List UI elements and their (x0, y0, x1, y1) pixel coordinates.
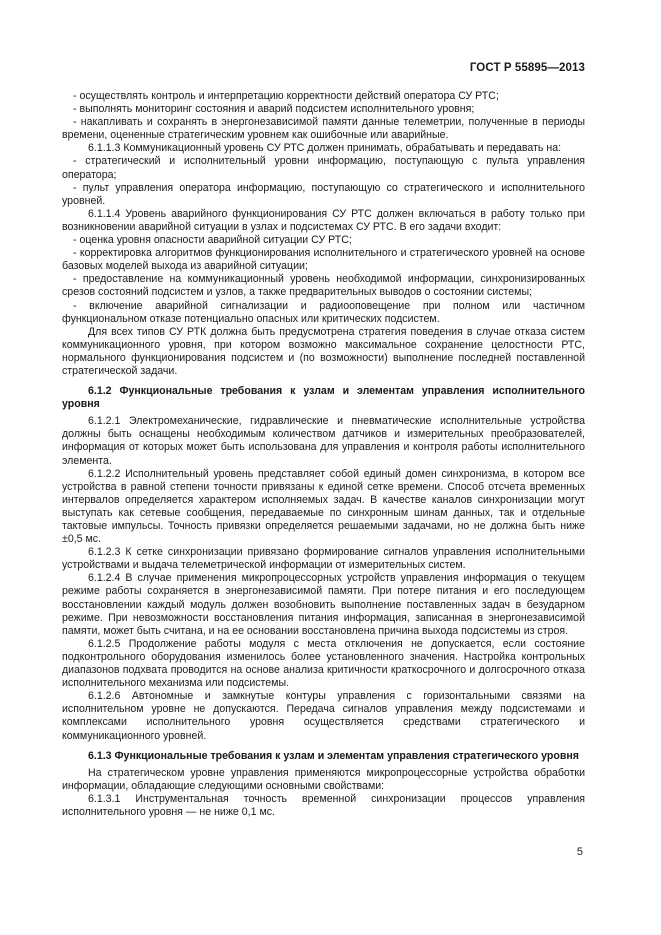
paragraph: - оценка уровня опасности аварийной ситуации СУ РТС; (73, 234, 352, 247)
paragraph: 6.1.2.2 Исполнительный уровень представляет собой единый домен синхронизма, в котором все устройства в равной степени точности привязаны к единой сетке времени. Способ отсчета временных интервалов определяется характером исполняемых задач. В качестве каналов синхронизации могут выступать как сетевые сообщения, передаваемые по синхронным шинам данных, так и отдельные тактовые импульсы. Точность привязки определяется решаемыми задачами, но не должна быть ниже ±0,5 мс. (62, 467, 585, 546)
paragraph: 6.1.2.3 К сетке синхронизации привязано формирование сигналов управления исполнительными устройствами и выдача телеметрической информации от измерительных систем. (62, 546, 585, 572)
paragraph: - накапливать и сохранять в энергонезависимой памяти данные телеметрии, полученные в периоды времени, оцененные стратегическим уровнем как ошибочные или аварийные. (62, 116, 585, 142)
section-heading: 6.1.3 Функциональные требования к узлам и элементам управления стратегического уровня (88, 749, 579, 762)
paragraph: 6.1.2.6 Автономные и замкнутые контуры управления с горизонтальными связями на исполнительном уровне не допускаются. Передача сигналов управления между подсистемами и комплексами исполнительного уровня осуществляется средствами стратегического и коммуникационного уровней. (62, 690, 585, 742)
paragraph: - осуществлять контроль и интерпретацию корректности действий оператора СУ РТС; (73, 90, 499, 102)
section-heading: 6.1.2 Функциональные требования к узлам и элементам управления исполнительного уровня (62, 385, 585, 411)
paragraph: Для всех типов СУ РТК должна быть предусмотрена стратегия поведения в случае отказа систем коммуникационного уровня, при котором возможно максимальное сохранение целостности РТС, нормального функционирования подсистем и (по возможности) выполнение последней поставленной стратегической задачи. (62, 325, 585, 377)
paragraph: - предоставление на коммуникационный уровень необходимой информации, синхронизированных срезов состояний подсистем и узлов, а также предварительных выводов о состоянии системы; (62, 273, 585, 299)
paragraph: - выполнять мониторинг состояния и аварий подсистем исполнительного уровня; (73, 103, 475, 116)
paragraph: - включение аварийной сигнализации и радиооповещение при полном или частичном функциональном отказе потенциально опасных или критических подсистем. (62, 299, 585, 325)
paragraph: - пульт управления оператора информацию, поступающую со стратегического и исполнительного уровней. (62, 181, 585, 207)
paragraph: 6.1.3.1 Инструментальная точность временной синхронизации процессов управления исполнительного уровня — не ниже 0,1 мс. (62, 792, 585, 818)
paragraph: 6.1.2.1 Электромеханические, гидравлические и пневматические исполнительные устройства должны быть оснащены необходимым количеством датчиков и измерительных преобразователей, информация от которых может быть использована для управления и контроля работы исполнительного элемента. (62, 415, 585, 467)
paragraph: - стратегический и исполнительный уровни информацию, поступающую с пульта управления оператора; (62, 155, 585, 181)
page-number: 5 (576, 846, 583, 858)
document-code: ГОСТ Р 55895—2013 (469, 62, 585, 74)
paragraph: 6.1.2.4 В случае применения микропроцессорных устройств управления информация о текущем режиме работы сохраняется в энергонезависимой памяти. При потере питания и его последующем восстановлении каждый модуль должен возобновить выполнение поставленных задач в безударном режиме. При невозможности восстановления питания информация, записанная в энергонезависимой памяти, может быть считана, и на ее основании восстановлена причина выхода подсистемы из строя. (62, 572, 585, 637)
document-body (62, 90, 585, 819)
paragraph: На стратегическом уровне управления применяются микропроцессорные устройства обработки информации, обладающие следующими основными свойствами: (62, 766, 585, 792)
paragraph: - корректировка алгоритмов функционирования исполнительного и стратегического уровней на основе базовых моделей выхода из аварийной ситуации; (62, 247, 585, 273)
paragraph: 6.1.1.4 Уровень аварийного функционирования СУ РТС должен включаться в работу только при возникновении аварийной ситуации в узлах и подсистемах СУ РТС. В его задачи входит: (62, 207, 585, 233)
paragraph: 6.1.1.3 Коммуникационный уровень СУ РТС должен принимать, обрабатывать и передавать на: (88, 142, 562, 155)
paragraph: 6.1.2.5 Продолжение работы модуля с места отключения не допускается, если состояние подконтрольного оборудования изменилось более установленного значения. Настройка контрольных диапазонов подхвата проводится на основе анализа критичности краткосрочного и долгосрочного отказа исполнительного механизма или подсистемы. (62, 637, 585, 690)
